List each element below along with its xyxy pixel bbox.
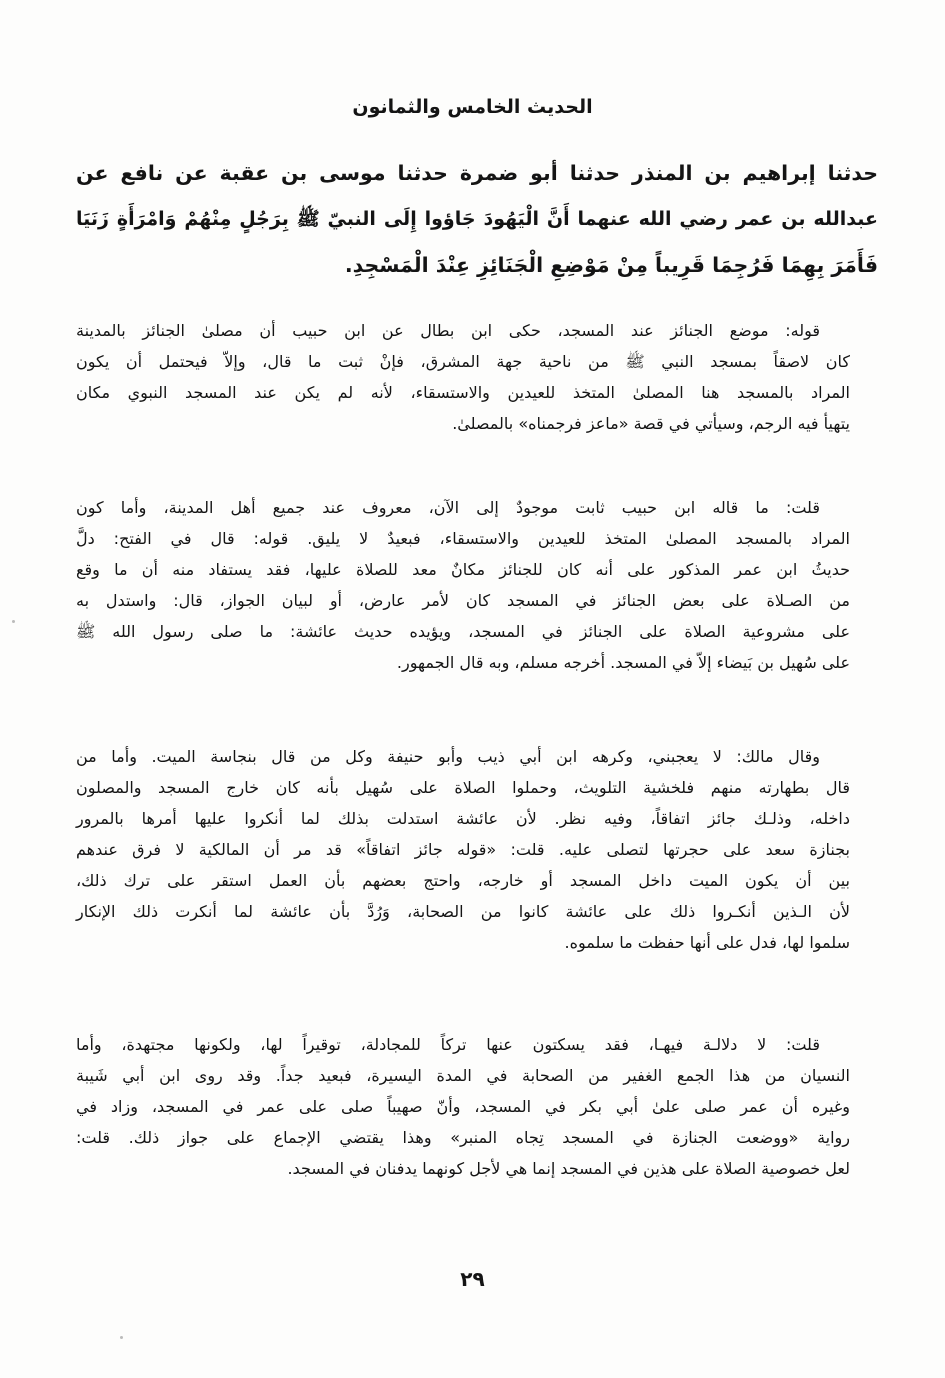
commentary-line: وغيره أن عمر صلى علىٰ أبي بكر في المسجد، وأنّ صهيباً صلى على عمر في المسجد، وزاد في [76, 1097, 850, 1116]
commentary-line: بين أن يكون الميت داخل المسجد أو خارجه، واحتج بعضهم بأن العمل استقر على ترك ذلك، [76, 871, 850, 890]
commentary-line: قلت: لا دلالـة فيهـا، فقد يسكتون عنها تركاً للمجادلة، توقيراً لها، ولكونها مجتهدة، وأما [76, 1035, 820, 1054]
commentary-line: سلموا لها، فدل على أنها حفظت ما سلموه. [564, 933, 850, 952]
commentary-line: على سُهيل بن بَيضاء إلاّ في المسجد. أخرجه مسلم، وبه قال الجمهور. [396, 653, 850, 672]
commentary-line: لعل خصوصية الصلاة على هذين في المسجد إنما هي لأجل كونهما يدفنان في المسجد. [287, 1159, 850, 1178]
commentary-line: المراد بالمسجد المصلىٰ المتخذ للعيدين والاستسقاء، فبعيدٌ لا يليق. قوله: قال في الفتح: دلَّ [76, 529, 850, 548]
hadith-line: فَأَمَرَ بِهِمَا فَرُجِمَا قَرِيباً مِنْ مَوْضِعِ الْجَنَائِزِ عِنْدَ الْمَسْجِدِ. [344, 253, 878, 277]
commentary-paragraph-1 [76, 315, 850, 439]
commentary-line: كان لاصقاً بمسجد النبي ﷺ من ناحية جهة المشرق، فإنْ ثبت ما قال، وإلاّ فيحتمل أن يكون [76, 352, 850, 371]
hadith-heading: الحديث الخامس والثمانون [352, 96, 593, 118]
scan-speck [120, 1336, 123, 1339]
commentary-line: النسيان من هذا الجمع الغفير من الصحابة في المدة اليسيرة، فبعيد جداً. وقد روى ابن أبي شَيبة [76, 1066, 850, 1085]
commentary-line: المراد بالمسجد هنا المصلىٰ المتخذ للعيدين والاستسقاء، لأنه لم يكن عند المسجد النبوي مكان [76, 383, 850, 402]
commentary-line: يتهيأ فيه الرجم، وسيأتي في قصة «ماعز فرجمناه» بالمصلىٰ. [452, 414, 850, 433]
commentary-paragraph-4 [76, 1029, 850, 1184]
commentary-line: لأن الـذين أنكـروا ذلك على عائشة كانوا من الصحابة، وَرُدَّ بأن عائشة لما أنكرت ذلك الإنكار [76, 902, 850, 921]
commentary-line: داخله، وذلـك جائز اتفاقاً، وفيه نظر. لأن عائشة استدلت بذلك لما أنكروا عليها أمرها بالمرور [76, 809, 850, 828]
hadith-line: عبدالله بن عمر رضي الله عنهما أَنَّ الْيَهُودَ جَاؤوا إِلَى النبيّ ﷺ بِرَجُلٍ مِنْهُمْ وَامْرَأَةٍ زَنَيَا [76, 208, 878, 230]
commentary-line: قال بطهارته منهم فلخشية التلويث، وحملوا الصلاة على سُهيل بأنه كان خارج المسجد والمصلون [76, 778, 850, 797]
commentary-line: قوله: موضع الجنائز عند المسجد، حكى ابن بطال عن ابن حبيب أن مصلىٰ الجنائز بالمدينة [76, 321, 820, 340]
commentary-line: قلت: ما قاله ابن حبيب ثابت موجودٌ إلى الآن، معروف عند جميع أهل المدينة، وأما كون [76, 498, 820, 517]
commentary-line: حديثُ ابن عمر المذكور على أنه كان للجنائز مكانٌ معد للصلاة عليها، فقد يستفاد منه أن ما وقع [76, 560, 850, 579]
commentary-line: من الصـلاة على بعض الجنائز في المسجد كان لأمر عارض، أو لبيان الجواز، قال: واستدل به [76, 591, 850, 610]
commentary-paragraph-3 [76, 741, 850, 958]
page-number: ٢٩ [460, 1267, 485, 1291]
commentary-line: بجنازة سعد على حجرتها لتصلى عليه. قلت: «قوله جائز اتفاقاً» قد مر أن المالكية لا فرق عندهم [76, 840, 850, 859]
commentary-line: وقال مالك: لا يعجبني، وكرهه ابن أبي ذيب وأبو حنيفة وكل من قال بنجاسة الميت. وأما من [76, 747, 820, 766]
commentary-line: على مشروعية الصلاة على الجنائز في المسجد، ويؤيده حديث عائشة: ما صلى رسول الله ﷺ [76, 622, 850, 641]
hadith-line: حدثنا إبراهيم بن المنذر حدثنا أبو ضمرة حدثنا موسى بن عقبة عن نافع عن [76, 161, 878, 185]
commentary-paragraph-2 [76, 492, 850, 678]
scan-speck [12, 620, 15, 623]
commentary-line: رواية «ووضعت الجنازة في المسجد تِجاه المنبر» وهذا يقتضي الإجماع على جواز ذلك. قلت: [76, 1128, 850, 1147]
hadith-text [76, 150, 878, 288]
